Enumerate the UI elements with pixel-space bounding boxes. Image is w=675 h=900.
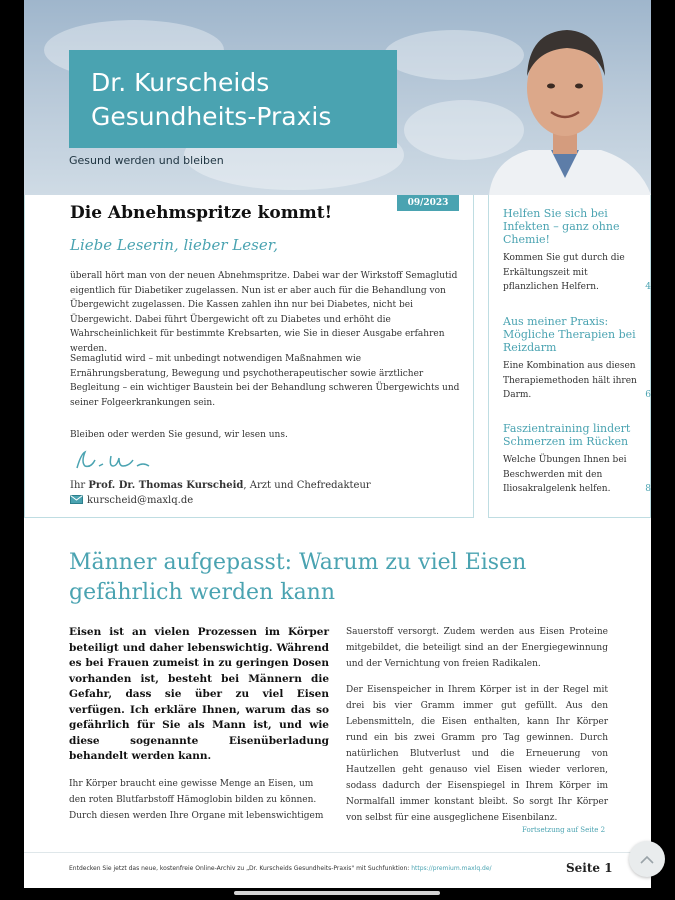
scroll-to-top-button[interactable] — [629, 841, 665, 877]
contents-item[interactable] — [503, 315, 651, 403]
editorial-paragraph-1: überall hört man von der neuen Abnehmspritze. Dabei war der Wirkstoff Semaglutid eigentlich für Diabetiker zugelassen. Nun ist er aber auch für die Behandlung von Übergewicht zugelassen. Die Kassen zahlen ihn nur bei Diabetes, nicht bei Übergewicht. Dabei führt Übergewicht oft zu Diabetes und erhöht die Wahrscheinlichkeit für bestimmte Krebsarten, wie Sie in dieser Ausgabe erfahren werden. — [70, 271, 458, 354]
contents-item-page: 4 — [645, 282, 651, 292]
article-title: Männer aufgepasst: Warum zu viel Eisen gefährlich werden kann — [69, 550, 527, 605]
footer-promo-text: Entdecken Sie jetzt das neue, kostenfreie Online-Archiv zu „Dr. Kurscheids Gesundheits-Praxis" mit Suchfunktion: — [69, 865, 412, 872]
contents-sidebar — [488, 195, 651, 518]
page-number: Seite 1 — [566, 861, 613, 875]
author-prefix: Ihr — [70, 480, 89, 491]
article-lead: Eisen ist an vielen Prozessen im Körper beteiligt und daher lebenswichtig. Während es bei Frauen zumeist in zu geringen Dosen vorhanden ist, besteht bei Männern die Gefahr, dass sie über zu viel Eisen verfügen. Ich erkläre Ihnen, warum das so gefährlich für Sie als Mann ist, und wie diese sogenannte Eisenüberladung behandelt werden kann. — [69, 626, 329, 762]
contents-item-desc-text: Kommen Sie gut durch die Erkältungszeit mit pflanzlichen Helfern. — [503, 253, 625, 292]
contents-item[interactable] — [503, 207, 651, 295]
contents-item-desc-text: Eine Kombination aus diesen Therapiemethoden hält ihren Darm. — [503, 361, 637, 400]
masthead-tagline: Gesund werden und bleiben — [69, 154, 224, 167]
contents-item-page: 6 — [645, 390, 651, 400]
footer-text — [69, 865, 492, 872]
article-body-col2-p1: Sauerstoff versorgt. Zudem werden aus Eisen Proteine mitgebildet, die beteiligt sind an der Energiegewinnung und der Vernichtung von freien Radikalen. — [346, 627, 608, 669]
contents-item-page: 8 — [645, 484, 651, 494]
chevron-up-icon — [640, 855, 654, 864]
masthead-title-box — [69, 50, 397, 148]
author-email-text[interactable]: kurscheid@maxlq.de — [87, 495, 194, 506]
contents-item-desc-text: Welche Übungen Ihnen bei Beschwerden mit den Iliosakralgelenk helfen. — [503, 455, 627, 494]
article-body-col1: Ihr Körper braucht eine gewisse Menge an Eisen, um den roten Blutfarbstoff Hämoglobin bilden zu können. Durch diesen werden Ihre Organe mit lebenswichtigem — [69, 779, 324, 821]
author-role: , Arzt und Chefredakteur — [243, 480, 371, 491]
author-name: Prof. Dr. Thomas Kurscheid — [88, 480, 244, 491]
contents-item-title[interactable]: Faszientraining lindert Schmerzen im Rücken — [503, 422, 631, 448]
editorial-box — [24, 195, 474, 518]
editorial-greeting: Liebe Leserin, lieber Leser, — [70, 236, 279, 254]
contents-item-title[interactable]: Helfen Sie sich bei Infekten – ganz ohne Chemie! — [503, 207, 620, 246]
contents-item-desc — [503, 359, 651, 403]
contents-item[interactable] — [503, 422, 651, 497]
continued-link[interactable]: Fortsetzung auf Seite 2 — [522, 826, 606, 834]
editorial-paragraph-2: Semaglutid wird – mit unbedingt notwendigen Maßnahmen wie Ernährungsberatung, Bewegung und psychotherapeutischer sowie ärztlicher Begleitung – ein wichtiger Baustein bei der Behandlung schweren Übergewichts und seiner Folgeerkrankungen sein. — [70, 354, 460, 408]
masthead-title-line1: Dr. Kurscheids — [91, 68, 270, 97]
article-body-col2-p2: Der Eisenspeicher in Ihrem Körper ist in der Regel mit drei bis vier Gramm immer gut gefüllt. Aus den Lebensmitteln, die Eisen enthalten, kann Ihr Körper rund ein bis zwei Gramm pro Tag gewinnen. Durch natürlichen Blutverlust und die Erneuerung von Hautzellen geht genauso viel Eisen wieder verloren, sodass dadurch der Eisenspiegel in Ihrem Körper im Normalfall immer konstant bleibt. So sorgt Ihr Körper von selbst für eine ausgeglichene Eisenbilanz. — [346, 685, 608, 823]
home-indicator[interactable] — [234, 891, 440, 895]
editorial-headline: Die Abnehmspritze kommt! — [70, 203, 333, 223]
contents-item-desc — [503, 453, 651, 497]
footer-archive-link[interactable]: https://premium.maxlq.de/ — [411, 865, 492, 872]
contents-item-desc — [503, 251, 651, 295]
author-portrait — [479, 10, 651, 195]
issue-badge: 09/2023 — [397, 195, 459, 211]
author-signature — [73, 448, 155, 472]
page-footer — [24, 852, 651, 888]
newsletter-page — [24, 0, 651, 888]
contents-item-title[interactable]: Aus meiner Praxis: Mögliche Therapien bei Reizdarm — [503, 315, 636, 354]
editorial-closing: Bleiben oder werden Sie gesund, wir lesen uns. — [70, 430, 288, 440]
author-email[interactable] — [70, 495, 193, 506]
envelope-icon — [70, 495, 83, 504]
author-line — [70, 480, 371, 491]
masthead — [24, 0, 651, 195]
masthead-title-line2: Gesundheits-Praxis — [91, 102, 332, 131]
